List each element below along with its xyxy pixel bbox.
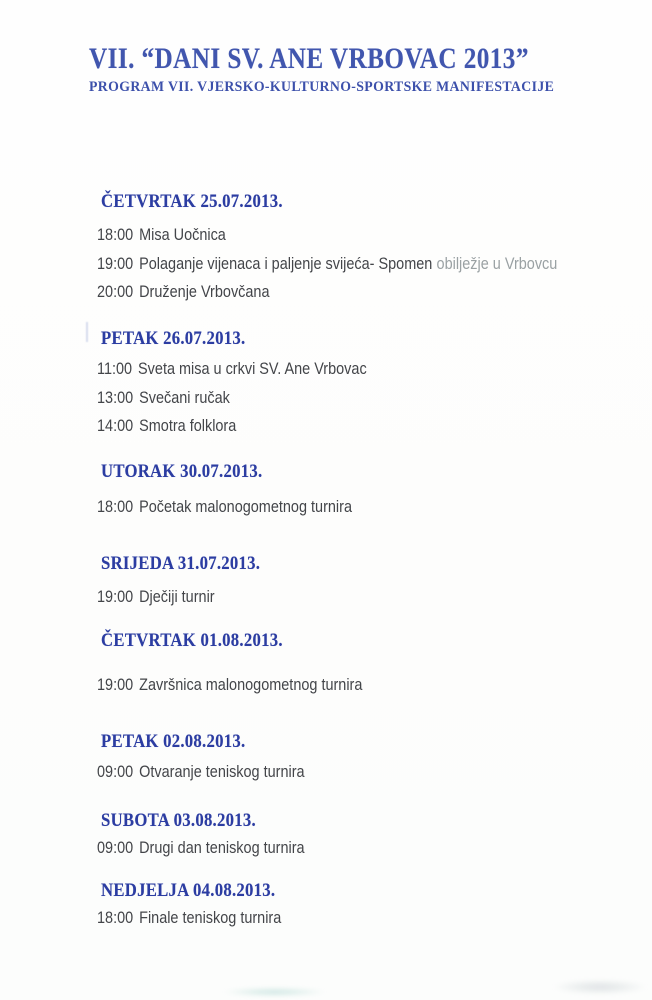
event-time: 13:00 <box>97 387 134 407</box>
event-time: 18:00 <box>97 908 134 927</box>
day-section-cetvrtak-01-08 <box>97 630 637 700</box>
event-row <box>97 221 556 250</box>
day-section-petak-02-08 <box>97 731 637 787</box>
day-heading: ČETVRTAK 01.08.2013. <box>101 630 283 651</box>
event-text: Smotra folklora <box>139 416 237 435</box>
event-row <box>97 758 556 787</box>
event-row <box>97 278 556 307</box>
day-heading: NEDJELJA 04.08.2013. <box>101 880 276 901</box>
event-text: Početak malonogometnog turnira <box>139 497 352 516</box>
event-time: 09:00 <box>97 838 134 857</box>
scan-smudge <box>86 322 88 342</box>
event-text: Polaganje vijenaca i paljenje svijeća- Spomen <box>139 253 433 273</box>
event-time: 18:00 <box>97 225 134 244</box>
event-text: Sveta misa u crkvi SV. Ane Vrbovac <box>138 359 367 378</box>
day-heading: UTORAK 30.07.2013. <box>101 461 263 482</box>
page-subtitle: PROGRAM VII. VJERSKO-KULTURNO-SPORTSKE MANIFESTACIJE <box>89 79 555 95</box>
day-section-nedjelja-04-08 <box>97 880 637 933</box>
event-time: 19:00 <box>97 253 134 273</box>
day-heading: SUBOTA 03.08.2013. <box>101 810 256 831</box>
day-heading: PETAK 26.07.2013. <box>101 328 246 349</box>
event-time: 14:00 <box>97 416 134 435</box>
event-text: Dječiji turnir <box>139 587 215 606</box>
event-time: 09:00 <box>97 762 134 781</box>
event-row <box>97 250 556 279</box>
event-time: 18:00 <box>97 497 134 516</box>
event-row <box>97 834 556 863</box>
event-text-faded: obilježje u Vrbovcu <box>436 253 558 273</box>
event-text: Svečani ručak <box>139 387 230 407</box>
event-row <box>97 671 556 700</box>
event-text: Otvaranje teniskog turnira <box>139 762 305 781</box>
event-time: 11:00 <box>97 359 133 378</box>
event-time: 20:00 <box>97 282 134 301</box>
event-text: Misa Uočnica <box>139 225 226 244</box>
event-time: 19:00 <box>97 675 134 694</box>
event-text: Završnica malonogometnog turnira <box>139 675 363 694</box>
event-row <box>97 384 556 413</box>
event-row <box>97 493 556 522</box>
scan-smudge <box>552 979 648 995</box>
event-row <box>97 583 556 612</box>
event-time: 19:00 <box>97 587 134 606</box>
day-section-srijeda-31-07 <box>97 553 637 612</box>
event-row <box>97 412 556 441</box>
day-section-utorak-30-07 <box>97 461 637 522</box>
day-heading: SRIJEDA 31.07.2013. <box>101 553 261 574</box>
event-row <box>97 904 556 933</box>
event-text: Druženje Vrbovčana <box>139 282 270 301</box>
day-heading: PETAK 02.08.2013. <box>101 731 246 752</box>
document-header <box>89 42 609 96</box>
event-text: Drugi dan teniskog turnira <box>139 838 305 857</box>
event-text: Finale teniskog turnira <box>139 908 282 927</box>
day-section-petak-26-07 <box>97 328 637 441</box>
page-title: VII. “DANI SV. ANE VRBOVAC 2013” <box>89 42 529 75</box>
scan-smudge <box>222 987 327 997</box>
day-section-subota-03-08 <box>97 810 637 863</box>
day-section-cetvrtak-25-07 <box>97 191 637 307</box>
day-heading: ČETVRTAK 25.07.2013. <box>101 191 283 212</box>
event-row <box>97 355 556 384</box>
